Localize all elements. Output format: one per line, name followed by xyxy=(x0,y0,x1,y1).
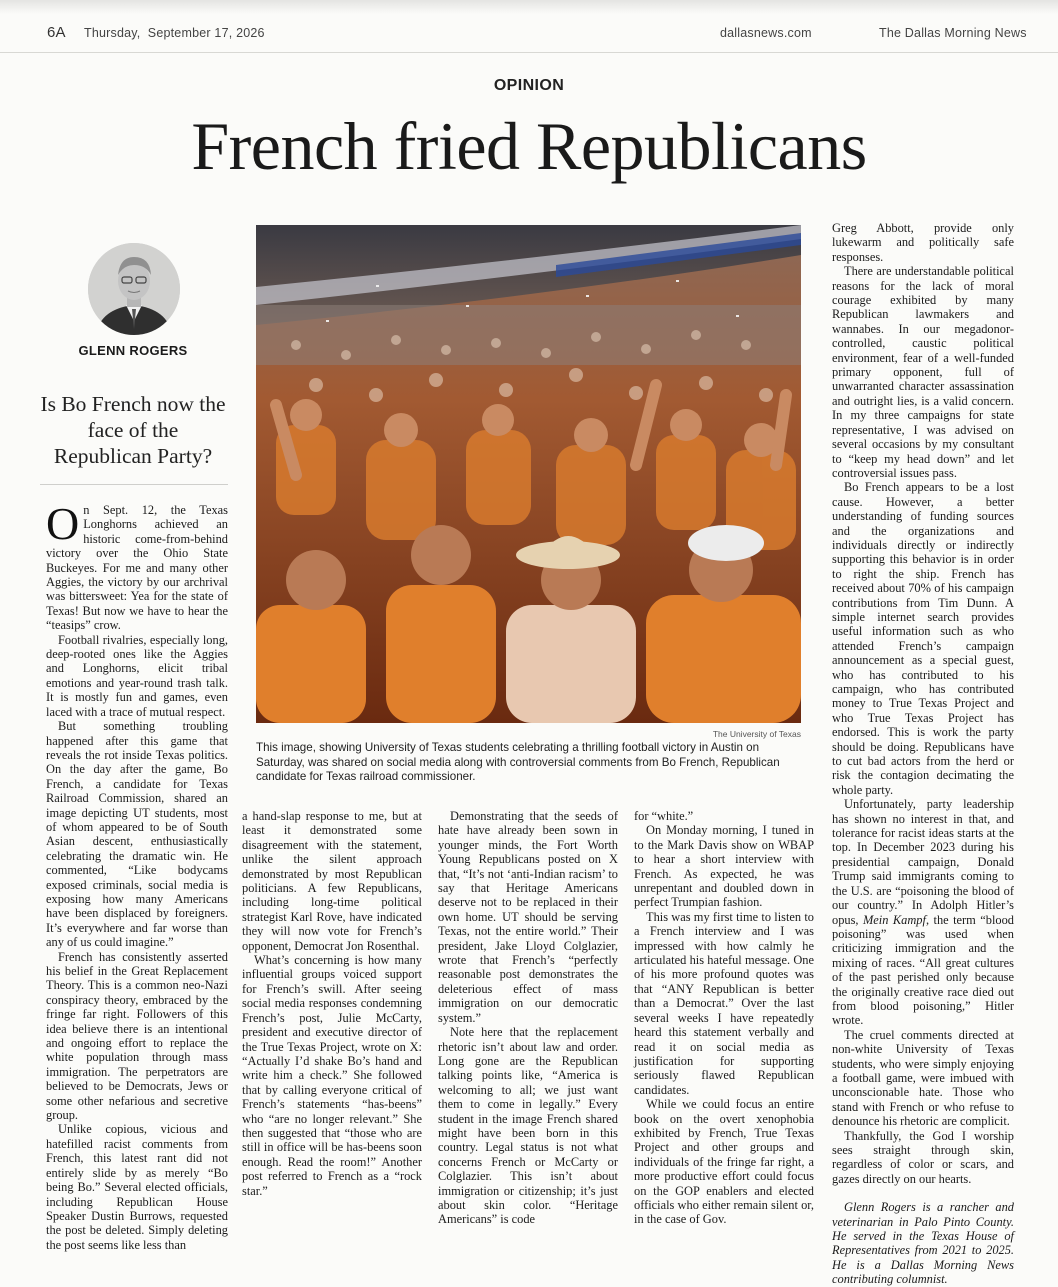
paragraph xyxy=(832,797,1014,1028)
author-photo xyxy=(88,243,180,335)
paragraph: Note here that the replacement rhetoric isn’t about law and order. Long gone are the Republican talking points like, “America is welcoming to all; we just want them to come in legally.” Every student in the image French shared might have been born in this country. Legal status is not what concerns French or McCarty or Colglazier. This isn’t about immigration or citizenship; it’s just about skin color. “Heritage Americans” is code xyxy=(438,1025,618,1227)
paragraph: While we could focus an entire book on the overt xenophobia exhibited by French, True Texas Project and other groups and individuals of the fringe far right, a more productive effort could focus on the GOP enablers and elected officials who either remain silent or, in the case of Gov. xyxy=(634,1097,814,1227)
column-3 xyxy=(438,809,618,1227)
paragraph: French has consistently asserted his belief in the Great Replacement Theory. This is a common neo-Nazi conspiracy theory, embraced by the fringe far right. Followers of this idea believe there is an intentional and ongoing effort to replace the white population through mass immigration. The perpetrators are believed to be Democrats, Jews or some other nefarious and secretive group. xyxy=(46,949,228,1123)
column-1 xyxy=(46,498,228,1252)
paragraph: Greg Abbott, provide only lukewarm and politically safe responses. xyxy=(832,221,1014,264)
paragraph: Demonstrating that the seeds of hate have already been sown in younger minds, the Fort Worth Young Republicans posted on X that, “It’s not ‘anti-Indian racism’ to say that Heritage Americans deserve not to be replaced in their own home. UT should be serving Texas, not the entire world.” Their president, Jake Lloyd Colglazier, wrote that French’s “perfectly reasonable post demonstrates the deleterious effect of mass immigration on our democratic system.” xyxy=(438,809,618,1025)
deck: Is Bo French now the face of the Republican Party? xyxy=(40,392,226,468)
page-number: 6A xyxy=(47,24,66,41)
book-title: Mein Kampf xyxy=(862,912,926,927)
photo-credit: The University of Texas xyxy=(712,729,801,739)
paragraph: On Monday morning, I tuned in to the Mark Davis show on WBAP to hear a short interview with French. As expected, he was unrepentant and doubled down in perfect Trumpian fashion. xyxy=(634,823,814,910)
photo-caption: This image, showing University of Texas students celebrating a thrilling football victory in Austin on Saturday, was shared on social media along with controversial comments from Bo French, Republican candidate for Texas railroad commissioner. xyxy=(256,741,780,784)
paper-name: The Dallas Morning News xyxy=(879,26,1027,40)
top-shadow xyxy=(0,0,1058,14)
paragraph: n Sept. 12, the Texas Longhorns achieved an historic come-from-behind victory over the Ohio State Buckeyes. For me and many other Aggies, the victory by our archrival was bittersweet: Yea for the state of Texas! But now we have to hear the “teasips” crow. xyxy=(46,503,228,633)
paragraph: What’s concerning is how many influential groups voiced support for French’s swill. After seeing social media responses condemning French’s post, Julie McCarty, president and executive director of the True Texas Project, wrote on X: “Actually I’d shake Bo’s hand and write him a check.” She followed that by calling everyone critical of French’s statements “has-beens” who “are no longer relevant.” She then suggested that “those who are still in office will be has-beens soon enough. Read the room!” Another post referred to French as a “rock star.” xyxy=(242,953,422,1198)
paragraph: There are understandable political reasons for the lack of moral courage exhibited by many Republican lawmakers and wannabes. In our megadonor-controlled, caustic political environment, fear of a well-funded primary opponent, full of unwarranted character assassination and outright lies, is a valid concern. In my three campaigns for state representative, I was advised on several occasions by my consultant to “keep my head down” and let controversial issues pass. xyxy=(832,264,1014,480)
paragraph: Bo French appears to be a lost cause. However, a better understanding of funding sources and the organizations and individuals directly or indirectly supporting this behavior is in order to right the ship. French has received about 70% of his campaign contributions from Tim Dunn. A simple internet search provides useful information such as who attended French’s campaign announcement as a special guest, who has contributed to his campaign, who has contributed money to True Texas Project and who True Texas Project has endorsed. This is work the party should be doing. Republicans have to cut bad actors from the herd or risk the contagion decimating the whole party. xyxy=(832,480,1014,797)
author-bio: Glenn Rogers is a rancher and veterinarian in Palo Pinto County. He served in the Texas House of Representatives from 2021 to 2025. He is a Dallas Morning News contributing columnist. xyxy=(832,1200,1014,1287)
crowd-photo xyxy=(256,225,801,723)
column-4 xyxy=(634,809,814,1227)
site-url: dallasnews.com xyxy=(720,26,812,40)
drop-cap: O xyxy=(46,498,80,549)
paragraph: Football rivalries, especially long, deep-rooted ones like the Aggies and Longhorns, elicit tribal emotions and year-round trash talk. It is mostly fun and games, even laced with a trace of mutual respect. xyxy=(46,632,228,719)
text-run: Unfortunately, party leadership has shown no interest in that, and tolerance for racist ideas starts at the top. In December 2023 during his presidential campaign, Donald Trump said immigrants coming to the U.S. are “poisoning the blood of our country.” In Adolph Hitler’s opus, xyxy=(832,797,1014,927)
deck-rule xyxy=(40,484,228,485)
paragraph: The cruel comments directed at non-white University of Texas students, who were simply enjoying a football game, were imbued with unconscionable hate. Those who stand with French or who refuse to denounce his rhetoric are complicit. xyxy=(832,1027,1014,1129)
column-5 xyxy=(832,221,1014,1287)
column-2 xyxy=(242,809,422,1198)
masthead-rule xyxy=(0,52,1058,53)
paragraph: a hand-slap response to me, but at least it demonstrated some disagreement with the statement, unlike the silent approach demonstrated by most Republican politicians. A few Republicans, including long-time political strategist Karl Rove, have indicated they will now vote for French’s opponent, Democrat Jon Rosenthal. xyxy=(242,809,422,953)
headline: French fried Republicans xyxy=(191,108,867,184)
author-name: GLENN ROGERS xyxy=(78,343,188,358)
paragraph: Thankfully, the God I worship sees straight through skin, regardless of color or scars, and gazes directly on our hearts. xyxy=(832,1128,1014,1186)
section-label: OPINION xyxy=(493,77,565,94)
paragraph: But something troubling happened after this game that reveals the rot inside Texas politics. On the day after the game, Bo French, a candidate for Texas Railroad Commission, shared an image depicting UT students, most of whom appeared to be of South Asian descent, enthusiastically celebrating the dramatic win. He commented, “Like bodycams exposed criminals, social media is exposing how many Americans have been displaced by foreigners. It’s everywhere and far worse than any of us could imagine.” xyxy=(46,719,228,950)
issue-date: Thursday, September 17, 2026 xyxy=(84,26,265,40)
paragraph: for “white.” xyxy=(634,809,694,823)
text-run: , the term “blood poisoning” was used when criticizing immigration and the mixing of races. “All great cultures of the past perished only because the originally creative race died out from blood poisoning,” Hitler wrote. xyxy=(832,912,1014,1028)
paragraph: This was my first time to listen to a French interview and I was impressed with how calmly he articulated his hateful message. One of his more profound quotes was that “ANY Republican is better than a Democrat.” Over the last several weeks I have repeatedly heard this statement verbally and read it on social media as justification for supporting seriously flawed Republican candidates. xyxy=(634,909,814,1097)
paragraph: Unlike copious, vicious and hatefilled racist comments from French, this latest rant did not entirely slide by as merely “Bo being Bo.” Several elected officials, including Republican House Speaker Dustin Burrows, requested the post be deleted. Simply deleting the post seems like less than xyxy=(46,1122,228,1252)
